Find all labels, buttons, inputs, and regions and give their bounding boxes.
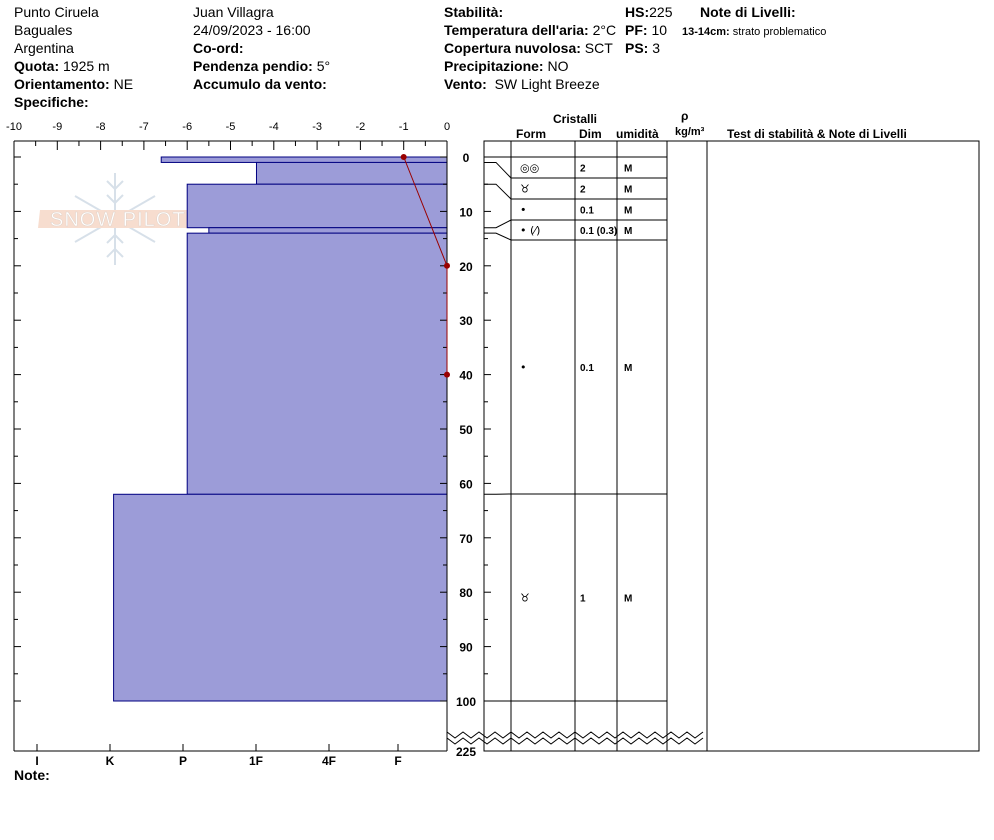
depth-tick-label: 70: [459, 531, 473, 546]
precip-value: NO: [547, 58, 569, 74]
temp-tick-label: -7: [139, 121, 149, 133]
moisture-header: umidità: [616, 127, 659, 141]
depth-tick-label: 60: [459, 477, 473, 492]
hardness-bar: [209, 228, 447, 233]
depth-tick-label: 20: [459, 259, 473, 274]
wind-label: Vento:: [444, 76, 487, 92]
layer-moisture: M: [624, 184, 633, 196]
aspect-value: NE: [113, 76, 134, 92]
temp-tick-label: -1: [398, 121, 409, 133]
location-name: Punto Ciruela: [14, 4, 99, 20]
ps-value: 3: [652, 40, 661, 56]
temp-tick-label: -2: [355, 121, 366, 133]
layer-form: ◎◎: [520, 161, 540, 175]
hs-label: HS:: [625, 4, 650, 20]
depth-tick-label: 0: [462, 151, 470, 165]
layer-notes-title: Note di Livelli:: [700, 4, 796, 20]
layer-moisture: M: [624, 363, 633, 374]
hardness-tick-label: P: [178, 754, 188, 768]
layer-connector: [484, 233, 511, 240]
air-temp-label: Temperatura dell'aria:: [444, 22, 589, 38]
sky-value: SCT: [584, 40, 613, 56]
layer-form: • (⁄): [520, 224, 541, 237]
temp-tick-label: -8: [95, 121, 106, 133]
temp-tick-label: -5: [225, 121, 236, 133]
depth-tick-label: 40: [459, 368, 473, 383]
density-symbol: ρ: [681, 109, 689, 123]
layer-note-text: strato problematico: [732, 26, 827, 38]
layer-moisture: M: [624, 163, 633, 175]
slope-label: Pendenza pendio:: [193, 58, 313, 74]
country-name: Argentina: [14, 40, 74, 56]
temp-tick-label: -9: [52, 121, 63, 133]
temp-tick-label: -4: [268, 121, 279, 133]
layer-moisture: M: [624, 205, 633, 217]
note-label: Note:: [14, 767, 50, 783]
temp-tick-label: 0: [443, 121, 451, 133]
layer-connector: [484, 162, 511, 178]
layer-form: ♉: [520, 591, 530, 605]
temp-tick-label: -3: [312, 121, 322, 133]
coords-label: Co-ord:: [193, 40, 244, 56]
hardness-bar: [187, 233, 447, 494]
layer-table: [484, 141, 979, 751]
tests-header: Test di stabilità & Note di Livelli: [727, 127, 907, 141]
layer-size: 1: [580, 593, 586, 605]
layer-note-depth: 13-14cm:: [682, 26, 730, 38]
ps-label: PS:: [625, 40, 649, 56]
temperature-point: [444, 372, 450, 378]
hardness-tick-label: K: [105, 754, 115, 768]
region-name: Baguales: [14, 22, 73, 38]
layer-form: •: [520, 203, 527, 217]
slope-value: 5°: [316, 58, 331, 74]
layer-size: 2: [580, 163, 586, 175]
hardness-bar: [187, 184, 447, 228]
elevation-label: Quota:: [14, 58, 60, 74]
aspect-label: Orientamento:: [14, 76, 110, 92]
wind-value: SW Light Breeze: [494, 76, 600, 92]
temp-tick-label: -10: [6, 121, 22, 133]
hardness-bar: [114, 494, 447, 701]
snowpilot-logo: [38, 173, 193, 265]
hardness-bar: [256, 162, 447, 184]
layer-size: 0.1: [580, 363, 594, 374]
hardness-tick-label: 4F: [321, 754, 337, 768]
depth-tick-label: 10: [459, 205, 473, 220]
hardness-tick-label: 1F: [248, 754, 264, 768]
air-temp-value: 2°C: [592, 22, 617, 38]
size-header: Dim: [579, 127, 602, 141]
depth-tick-label: 80: [459, 586, 473, 601]
specifics-label: Specifiche:: [14, 94, 89, 110]
pf-label: PF:: [625, 22, 648, 38]
depth-tick-label: 50: [459, 423, 473, 437]
svg-text:SNOW PILOT: SNOW PILOT: [50, 209, 186, 231]
wind-loading-label: Accumulo da vento:: [193, 76, 327, 92]
stability-label: Stabilità:: [444, 4, 504, 20]
layer-moisture: M: [624, 593, 633, 605]
layer-size: 0.1 (0.3): [580, 226, 618, 237]
observation-datetime: 24/09/2023 - 16:00: [193, 22, 311, 38]
layer-connector: [484, 184, 511, 199]
hs-value: 225: [649, 4, 673, 20]
layer-moisture: M: [624, 226, 633, 237]
observer-name: Juan Villagra: [193, 4, 274, 20]
depth-tick-label: 100: [455, 695, 477, 709]
layer-connector: [484, 220, 511, 228]
layer-form: ♉: [520, 182, 530, 196]
layer-form: •: [520, 361, 527, 374]
pf-value: 10: [651, 22, 668, 38]
depth-tick-label: 90: [459, 640, 473, 655]
depth-tick-label: 30: [459, 314, 473, 329]
precip-label: Precipitazione:: [444, 58, 544, 74]
hardness-tick-label: I: [35, 754, 39, 768]
temperature-point: [444, 263, 450, 269]
hardness-tick-label: F: [394, 754, 402, 768]
density-unit: kg/m³: [675, 126, 705, 138]
temperature-point: [401, 154, 407, 160]
form-header: Form: [516, 127, 546, 141]
sky-label: Copertura nuvolosa:: [444, 40, 581, 56]
layer-size: 0.1: [580, 205, 594, 217]
total-depth-label: 225: [455, 745, 477, 759]
temp-tick-label: -6: [182, 121, 193, 133]
layer-size: 2: [580, 184, 586, 196]
crystals-header: Cristalli: [553, 112, 598, 126]
elevation-value: 1925 m: [63, 58, 110, 74]
